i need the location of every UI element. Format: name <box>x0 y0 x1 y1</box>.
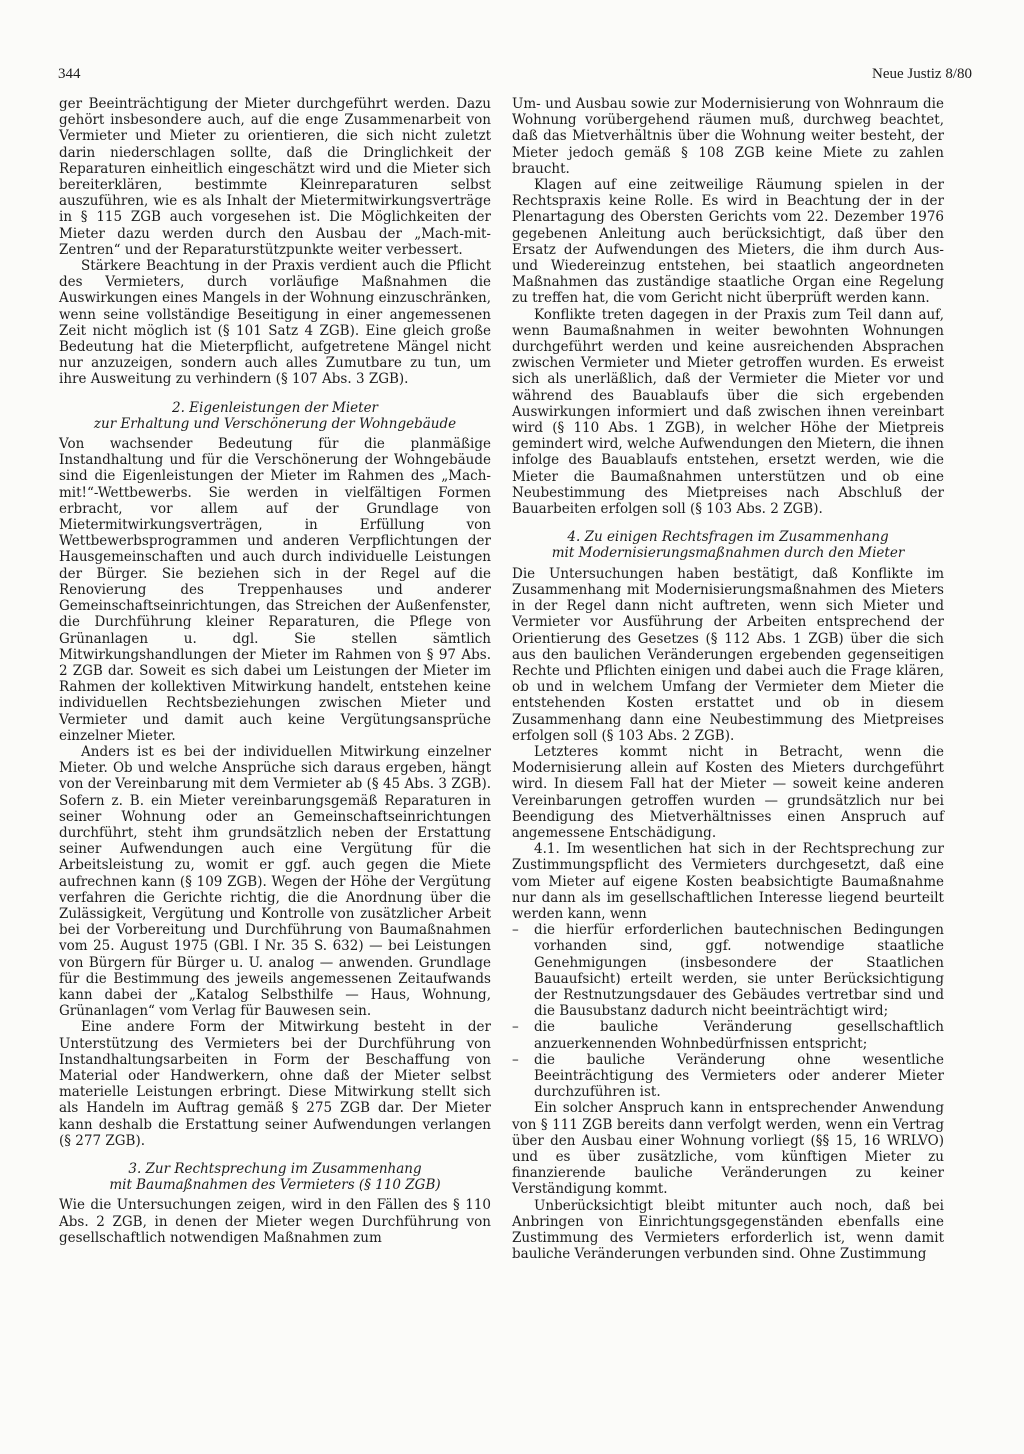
paragraph: 4.1. Im wesentlichen hat sich in der Rechtsprechung zur Zustimmungspflicht des Vermieters durchgesetzt, daß eine vom Mieter auf eigene Kosten beabsichtigte Baumaßnahme nur dann als im gesellschaftlichen Interesse liegend beurteilt werden kann, wenn <box>512 841 944 922</box>
page-number: 344 <box>58 66 81 82</box>
paragraph: Letzteres kommt nicht in Betracht, wenn die Modernisierung allein auf Kosten des Mieters durchgeführt wird. In diesem Fall hat der Mieter — soweit keine anderen Vereinbarungen getroffen wurden — grundsätzlich nur bei Beendigung des Mietverhältnisses einen Anspruch auf angemessene Entschädigung. <box>512 743 944 841</box>
paragraph: Wie die Untersuchungen zeigen, wird in den Fällen des § 110 Abs. 2 ZGB, in denen der Mieter wegen Durchführung von gesellschaftlich notwendigen Maßnahmen zum <box>59 1197 491 1246</box>
list-item: – die bauliche Veränderung gesellschaftlich anzuerkennenden Wohnbedürfnissen entspricht; <box>512 1019 944 1051</box>
section-heading-4 <box>512 529 944 561</box>
paragraph: Die Untersuchungen haben bestätigt, daß Konflikte im Zusammenhang mit Modernisierungsmaßnahmen des Mieters in der Regel dann nicht auftreten, wenn sich Mieter und Vermieter vor Ausführung der Arbeiten entsprechend der Orientierung des Gesetzes (§ 112 Abs. 1 ZGB) über die sich aus den baulichen Veränderungen ergebenden gegenseitigen Rechte und Pflichten einigen und dabei auch die Frage klären, ob und in welchem Umfang der Vermieter dem Mieter die entstehenden Kosten erstattet und ob in diesem Zusammenhang dann eine Neubestimmung des Mietpreises erfolgen soll (§ 103 Abs. 2 ZGB). <box>512 565 944 744</box>
paragraph: Anders ist es bei der individuellen Mitwirkung einzelner Mieter. Ob und welche Ansprüche sich daraus ergeben, hängt von der Vereinbarung mit dem Vermieter ab (§ 45 Abs. 3 ZGB). Sofern z. B. ein Mieter vereinbarungsgemäß Reparaturen in seiner Wohnung oder an Gemeinschaftseinrichtungen durchführt, steht ihm grundsätzlich neben der Erstattung seiner Aufwendungen auch eine Vergütung für die Arbeitsleistung zu, womit er ggf. auch gegen die Miete aufrechnen kann (§ 109 ZGB). Wegen der Höhe der Vergütung verfahren die Gerichte richtig, die die Anordnung über die Zulässigkeit, Vergütung und Kontrolle von zusätzlicher Arbeit bei der Vorbereitung und Durchführung von Baumaßnahmen vom 25. August 1975 (GBl. I Nr. 35 S. 632) — bei Leistungen von Bürgern für Bürger u. U. analog — anwenden. Grundlage für die Bestimmung des jeweils angemessenen Zeitaufwands kann dabei der „Katalog Selbsthilfe — Haus, Wohnung, Grünanlagen“ vom Verlag für Bauwesen sein. <box>59 743 491 1020</box>
paragraph: Klagen auf eine zeitweilige Räumung spielen in der Rechtspraxis keine Rolle. Es wird in Beachtung der in der Plenartagung des Obersten Gerichts vom 22. Dezember 1976 gegebenen Anleitung auch berücksichtigt, daß über den Ersatz der Aufwendungen des Mieters, die ihm durch Aus- und Wiedereinzug entstehen, bei staatlich angeordneten Maßnahmen das zuständige staatliche Organ eine Regelung zu treffen hat, die vom Gericht nicht überprüft werden kann. <box>512 177 944 307</box>
heading-line: 2. Eigenleistungen der Mieter <box>171 399 379 416</box>
heading-line: mit Baumaßnahmen des Vermieters (§ 110 ZGB) <box>109 1177 441 1194</box>
page-header <box>58 66 972 88</box>
paragraph: Ein solcher Anspruch kann in entsprechender Anwendung von § 111 ZGB bereits dann verfolgt werden, wenn ein Vertrag über den Ausbau einer Wohnung vorliegt (§§ 15, 16 WRLVO) und es über zusätzliche, vom künftigen Mieter zu finanzierende bauliche Veränderungen zu keiner Verständigung kommt. <box>512 1100 944 1198</box>
list-item: – die bauliche Veränderung ohne wesentliche Beeinträchtigung des Vermieters oder anderer Mieter durchzuführen ist. <box>512 1052 944 1101</box>
condition-list <box>512 922 944 1100</box>
paragraph: Um- und Ausbau sowie zur Modernisierung von Wohnraum die Wohnung vorübergehend räumen muß, durchweg beachtet, daß das Mietverhältnis über die Wohnung weiter besteht, der Mieter jedoch gemäß § 108 ZGB keine Miete zu zahlen braucht. <box>512 96 944 177</box>
paragraph: Stärkere Beachtung in der Praxis verdient auch die Pflicht des Vermieters, durch vorläufige Maßnahmen die Auswirkungen eines Mangels in der Wohnung einzuschränken, wenn seine vollständige Beseitigung in einer angemessenen Zeit nicht möglich ist (§ 101 Satz 4 ZGB). Eine gleich große Bedeutung hat die Mieterpflicht, aufgetretene Mängel nicht nur anzuzeigen, sondern auch alles Zumutbare zu tun, um ihre Ausweitung zu verhindern (§ 107 Abs. 3 ZGB). <box>59 258 491 388</box>
paragraph: Konflikte treten dagegen in der Praxis zum Teil dann auf, wenn Baumaßnahmen in weiter bewohnten Wohnungen durchgeführt werden und keine ausreichenden Absprachen zwischen Vermieter und Mieter getroffen wurden. Es erweist sich als unerläßlich, daß der Vermieter die Mieter vor und während des Bauablaufs über die sich ergebenden Auswirkungen informiert und daß zwischen ihnen vereinbart wird (§ 110 Abs. 1 ZGB), in welcher Höhe der Mietpreis gemindert wird, welche Aufwendungen den Mietern, die ihnen infolge des Bauablaufs entstehen, ersetzt werden, wie die Mieter die Baumaßnahmen unterstützen und ob eine Neubestimmung des Mietpreises nach Abschluß der Bauarbeiten erfolgen soll (§ 103 Abs. 2 ZGB). <box>512 306 944 518</box>
heading-line: 4. Zu einigen Rechtsfragen im Zusammenhang <box>567 529 889 546</box>
list-item: – die hierfür erforderlichen bautechnischen Bedingungen vorhanden sind, ggf. notwendige staatliche Genehmigungen (insbesondere der Staatlichen Bauaufsicht) erteilt werden, sie unter Berücksichtigung der Restnutzungsdauer des Gebäudes vertretbar sind und die Bausubstanz dadurch nicht beeinträchtigt wird; <box>512 922 944 1019</box>
paragraph: Von wachsender Bedeutung für die planmäßige Instandhaltung und für die Verschönerung der Wohngebäude sind die Eigenleistungen der Mieter im Rahmen des „Mach-mit!“-Wettbewerbs. Sie werden in vielfältigen Formen erbracht, vor allem auf der Grundlage von Mietermitwirkungsverträgen, in Erfüllung von Wettbewerbsprogrammen und anderen Verpflichtungen der Hausgemeinschaften und auch durch individuelle Leistungen der Bürger. Sie beziehen sich in der Regel auf die Renovierung des Treppenhauses und anderer Gemeinschaftseinrichtungen, das Streichen der Außenfenster, die Durchführung kleiner Reparaturen, die Pflege von Grünanlagen u. dgl. Sie stellen sämtlich Mitwirkungshandlungen der Mieter im Rahmen von § 97 Abs. 2 ZGB dar. Soweit es sich dabei um Leistungen der Mieter im Rahmen der kollektiven Mitwirkung handelt, entstehen keine individuellen Rechtsbeziehungen zwischen Mieter und Vermieter und damit auch keine Vergütungsansprüche einzelner Mieter. <box>59 436 491 744</box>
right-column <box>512 96 944 1262</box>
left-column <box>59 96 491 1246</box>
journal-issue: Neue Justiz 8/80 <box>872 66 972 82</box>
paragraph: ger Beeinträchtigung der Mieter durchgeführt werden. Dazu gehört insbesondere auch, auf die enge Zusammenarbeit von Vermieter und Mieter zu orientieren, die sich nicht zuletzt darin niederschlagen sollte, daß die Dringlichkeit der Reparaturen einheitlich eingeschätzt wird und die Mieter sich bereiterklären, bestimmte Kleinreparaturen selbst auszuführen, wie es als Inhalt der Mietermitwirkungsverträge in § 115 ZGB auch vorgesehen ist. Die Möglichkeiten der Mieter dazu werden durch den Ausbau der „Mach-mit-Zentren“ und der Reparaturstützpunkte weiter verbessert. <box>59 96 491 258</box>
heading-line: zur Erhaltung und Verschönerung der Wohngebäude <box>93 415 457 432</box>
heading-line: mit Modernisierungsmaßnahmen durch den Mieter <box>551 545 905 562</box>
section-heading-3 <box>59 1161 491 1193</box>
paragraph: Eine andere Form der Mitwirkung besteht in der Unterstützung des Vermieters bei der Durchführung von Instandhaltungsarbeiten in Form der Beschaffung von Material oder Handwerkern, ohne daß der Mieter selbst materielle Leistungen erbringt. Diese Mitwirkung stellt sich als Handeln im Auftrag gemäß § 275 ZGB dar. Der Mieter kann deshalb die Erstattung seiner Aufwendungen verlangen (§ 277 ZGB). <box>59 1019 491 1149</box>
section-heading-2 <box>59 400 491 432</box>
heading-line: 3. Zur Rechtsprechung im Zusammenhang <box>128 1161 422 1177</box>
paragraph: Unberücksichtigt bleibt mitunter auch noch, daß bei Anbringen von Einrichtungsgegenständen ebenfalls eine Zustimmung des Vermieters erforderlich ist, wenn damit bauliche Veränderungen verbunden sind. Ohne Zustimmung <box>512 1197 944 1263</box>
